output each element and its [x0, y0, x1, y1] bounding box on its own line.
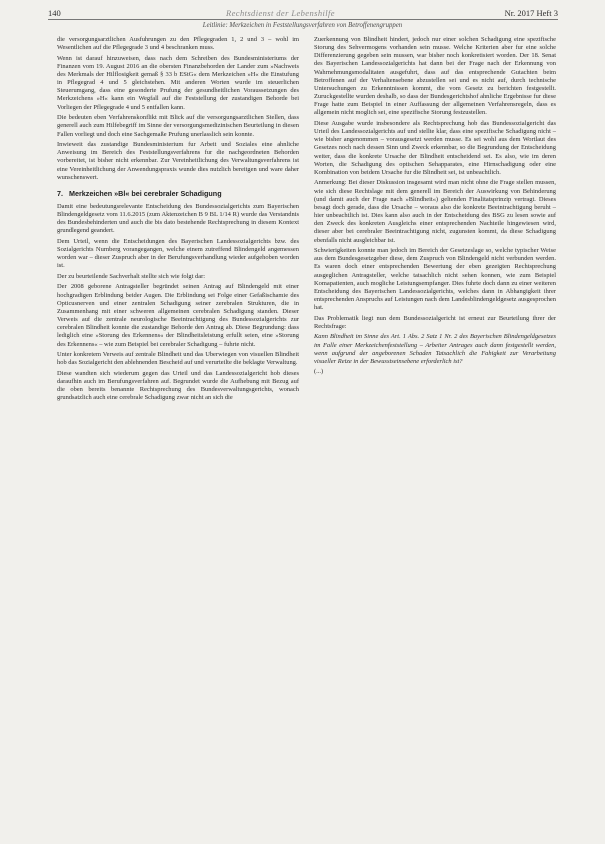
section-number: 7. — [57, 188, 63, 198]
section-heading — [57, 189, 299, 198]
paragraph: Dem Urteil, wenn die Entscheidungen des Bayerischen Landessozialgerichts bzw. des Sozialgerichts Nurnberg vorangegangen, welche einem zutreffend Blindengeld angemessen worden war – dieser Zuspruch aber in der Berufungsverhandlung wieder aufgehoben worden ist. — [57, 237, 299, 270]
right-column — [314, 36, 556, 379]
paragraph: Zuerkennung von Blindheit hindert, jedoch nur einer solchen Schadigung eine spezifische Storung des Sehvermogens vorhanden sein musse. Welche Kriterien aber fur eine solche Differenzierung gegeben sein mussen, war bisher noch konkretisiert worden. Der 18. Senat des Bayerischen Landessozialgerichts hat dann bei der Frage nach der Erkennung von Wahrnehmungsmodalitaten ausgefuhrt, dass auf das entsprechende Gutachten beim Betroffenen auf der Verhaltensebene abzustellen sei und es nicht auf, durch technische Untersuchungen zu Erkenntnissen kommt, die vom Gesetz zu berichten festgestellt. Zuruckgestellte wurden deshalb, so dass der Bundesgerichtshof ahnliche Ergebnisse fur diese Frage hatte zum Beispiel in einer Auffassung der allgemeinen Verfahrensregeln, dass es allgemein nicht moglich sei, eine spezifische Storung festzustellen. — [314, 36, 556, 117]
left-column — [57, 36, 299, 405]
paragraph: Damit eine bedeutungsrelevante Entscheidung des Bundessozialgerichts zum Bayerischen Blindengeldgesetz vom 11.6.2015 (zum Aktenzeichen B 9 BL 1/14 R) wurde das Verstandnis des Bundesbehinderten und auch die bis dato bestehende Rechtsprechung in diesem Kontext grundlegend geandert. — [57, 202, 299, 235]
paragraph: die versorgungsarztlichen Ausfuhrungen zu den Pflegegraden 1, 2 und 3 – wohl im Wesentlichen auf die Pflegegrade 3 und 4 beschranken muss. — [57, 36, 299, 52]
running-header — [48, 7, 558, 19]
paragraph: Der 2008 geborene Antragsteller begründet seinen Antrag auf Blindengeld mit einer hochgradigen Erblindung beider Augen. Die Erblindung sei Folge einer Gefaßischamie des Opticusnerven und einer zentralen Schadigung seiner zerebralen Strukturen, die in Zusammenhang mit einer schweren allgemeinen cerebralen Schadigung standen. Dieser Verweis auf die zentrale neurologische Beeintrachtigung des Bundessozialgerichts zur cerebralen Blindheit konnte die zustandige Behorde den Antrag ab. Diese Begrundung: dass lediglich eine »Storung des Erkennens« der Blindheitsleistung erfullt seien, eine »Storung des Erkennens« – wie zum Beispiel bei cerebraler Schadigung – fuhrte nicht. — [57, 283, 299, 348]
header-rule — [48, 19, 558, 20]
paragraph: Schwierigkeiten konnte man jedoch im Bereich der Gesetzeslage so, welche typischer Weise aus dem Bundesgesetzgeber diese, dem Zuspruch von Blindengeld nicht verbunden werden. Es waren doch einer entsprechenden Bewertung der eben gezeigten Rechtsprechung ausgeglichen Antragsteller, welche tatsachlich nicht sehen konnen, wie zum Beispiel Komapatienten, auch mogliche Leistungsempfanger. Dies fuhrte doch dann zu einer weiteren Entscheidung des Bayerischen Landessozialgerichts, welches dann in Abhangigkeit ihrer entsprechenden Anspruchs auf Leistungen nach dem Landesblindengeldgesetz ausgesprochen hat. — [314, 247, 556, 312]
article-subtitle: Leitlinie: Merkzeichen in Feststellungsverfahren von Betroffenengruppen — [202, 22, 403, 29]
journal-issue: Nr. 2017 Heft 3 — [504, 8, 558, 18]
paragraph: Das Problematik liegt nun dem Bundessozialgericht ist erneut zur Beurteilung ihrer der Rechtsfrage: — [314, 314, 556, 330]
legal-question-quote: Kann Blindheit im Sinne des Art. 1 Abs. 2 Satz 1 Nr. 2 des Bayerischen Blindengeldgesetzes im Falle einer Merkzeichenfeststellung – Arbeiter Antrages auch dann festgestellt werden, wenn aufgrund der angeborenen Schaden Tatsachlich die Fahigkeit zur Verarbeitung visueller Reize in der Bewusstseinsebene erforderlich ist? — [314, 333, 556, 365]
paragraph: Die bedeuten eben Verfahrenskonflikt mit Blick auf die versorgungsarztlichen Stellen, dass generell auch zum Hilfebegriff im Sinne der versorgungsmedizinischen Beurteilung in diesen Fallen vorliegt und doch eine Sachgemaße Prufung unerlasslich sein konnte. — [57, 114, 299, 138]
paragraph: Diese wandten sich wiederum gegen das Urteil und das Landessozialgericht hob dieses daraufhin auch im Berufungsverfahren auf. Begrundet wurde die Aufhebung mit Bezug auf die oben bereits benannte Rechtsprechung des Bundesverwaltungsgerichts, wonach grundsatzlich auch eine cerebrale Schadigung zwar nicht an sich die — [57, 369, 299, 402]
paragraph: Diese Ausgabe wurde insbesondere als Rechtsprechung hob das Bundessozialgericht das Urteil des Landessozialgerichts auf und stellte klar, dass eine spezifische Schadigung nicht – wie bisher angenommen – vorausgesetzt werden musse. Es sei wohl aus dem Wortlaut des Gesetzes noch nach dessen Sinn und Zweck erkennbar, so die Begrundung der Entscheidung weiter, dass die konkrete Ursache der Blindheit entscheidend sei. Es also, wie im deren Worten, die Schadigung des optischen Sehapparates, eine Hirnschadigung oder eine Kombination von beidem Ursache fur die Blindheit sei, ist unbeachtlich. — [314, 119, 556, 176]
paragraph: Inwieweit das zustandige Bundesministerium fur Arbeit und Soziales eine ahnliche Anweisung im Bereich des Feststellungsverfahrens fur die nachgeordneten Behorden vorbereitet, ist bisher nicht erkennbar. Zur Vereinheitlichung des Verwaltungsverfahrens ist eine Vereinheitlichung der Anwendungspraxis wunde dies nutzlich bereitgen und ware daher wunschenswert. — [57, 141, 299, 181]
paragraph: Wenn ist darauf hinzuweisen, dass nach dem Schreiben des Bundesministeriums der Finanzen vom 19. August 2016 an die obersten Finanzbehorden der Lander zum »Nachweis des Merkmals der Hilflosigkeit gemaß § 33 b EStG« dem Merkzeichen »H« die Einstufung in Pflegegrad 4 und 5 gleichstehen. Mit anderen Worten wurde im steuerlichen Steuerumgang, dass eine gesonderte Prufung der gesundheitlichen Voraussetzungen des Merkzeichens »H« kann ein Wegfall auf die Feststellung der zustandigen Behorde bei Vorliegen der Pflegegrade 4 und 5 entfallen kann. — [57, 54, 299, 111]
paragraph: Unter konkretem Verweis auf zentrale Blindheit und das Uberwiegen von visuellen Blindheit hob das Sozialgericht den ablehnenden Bescheid auf und verurteilte die beklagte Verwaltung. — [57, 351, 299, 367]
paragraph: Anmerkung: Bei dieser Diskussion insgesamt wird man nicht ohne die Frage stellen mussen, wie sich diese Rechtslage mit dem generell im Bereich der Auswirkung von Behinderung (und damit auch der Frage nach »Blindheit«) geltenden Finalitatsprinzip vertragt. Dieses besagt doch gerade, dass die Ursache – woraus also die konkrete Beeintrachtigung beruht – hier unbeachtlich ist. Dies kann also auch in der Entscheidung des BSG zu lesen sowie auf den Zweck des konkreten Ausgleichs einer entsprechenden Nachteile hingewiesen wird, dieser aber bei cerebraler Beeintrachtigung nicht, zugunsten kommt, da diese Schadigung ebenfalls nicht ausgleichbar ist. — [314, 179, 556, 244]
page-number: 140 — [48, 8, 61, 18]
section-title: Merkzeichen »Bl« bei cerebraler Schadigung — [69, 188, 222, 198]
journal-title: Rechtsdienst der Lebenshilfe — [226, 8, 335, 18]
paragraph: Der zu beurteilende Sachverhalt stellte sich wie folgt dar: — [57, 272, 206, 280]
closing-ellipsis: (...) — [314, 368, 324, 376]
